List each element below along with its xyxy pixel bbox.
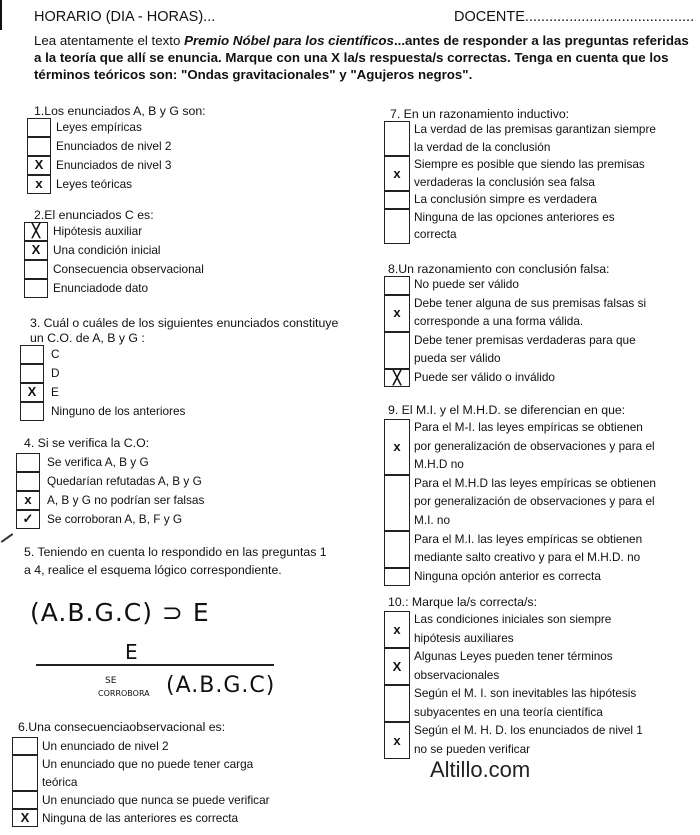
docente-label: DOCENTE.......................................... <box>454 9 695 25</box>
q9-option-2-line-2: por generalización de observaciones y para el <box>414 494 655 509</box>
q8-checkbox-1[interactable] <box>384 276 410 295</box>
q9-option-2-line-1: Para el M.H.D las leyes empíricas se obtienen <box>414 475 656 490</box>
q6-option-4: Ninguna de las anteriores es correcta <box>42 811 239 825</box>
q7-option-3-line-1: La conclusión simpre es verdadera <box>414 192 597 206</box>
q9-option-1-line-2: por generalización de observaciones y para el <box>414 438 655 453</box>
q9-checkbox-2[interactable] <box>384 475 410 531</box>
instructions: Lea atentamente el texto Premio Nóbel para los científicos...antes de responder a las preguntas referidas a la teoría que allí se enuncia. Marque con una X la/s respuesta/s correctas. Tenga en cuenta que los términos teóricos son: "Ondas gravitacionales" y "Agujeros negros". <box>34 33 689 82</box>
q9-option-4-line-1: Ninguna opción anterior es correcta <box>414 568 601 583</box>
q10-option-1-line-1: Las condiciones iniciales son siempre <box>414 612 612 626</box>
q6-stem: 6.Una consecuenciaobservacional es: <box>18 720 226 734</box>
q4-stem: 4. Si se verifica la C.O: <box>24 436 150 450</box>
q2-option-4: Enunciadode dato <box>53 281 149 295</box>
q7-mark-2: x <box>393 165 401 181</box>
q8-mark-2: x <box>393 305 401 320</box>
q8-checkbox-3[interactable] <box>384 332 410 369</box>
q10-option-3-line-2: subyacentes en una teoría científica <box>414 704 603 719</box>
scheme-conclusion: (A.B.G.C) <box>166 673 276 698</box>
q3-option-1: C <box>51 347 60 361</box>
q6-option-2-cont: teórica <box>42 775 78 789</box>
q6-option-2: Un enunciado que no puede tener carga <box>42 757 254 771</box>
q9-option-3-line-1: Para el M.I. las leyes empíricas se obtienen <box>414 531 643 546</box>
q4-mark-4: ✓ <box>22 511 34 526</box>
text-title: Premio Nóbel para los científicos <box>184 33 394 48</box>
q1-mark-3: X <box>34 157 44 172</box>
q3-option-4: Ninguno de los anteriores <box>51 404 186 418</box>
q2-mark-2: X <box>31 242 41 257</box>
q9-option-3-line-2: mediante salto creativo y para el M.H.D. no <box>414 550 641 565</box>
q10-option-4-line-1: Según el M. H. D. los enunciados de nivel 1 <box>414 723 643 737</box>
q10-checkbox-3[interactable] <box>384 685 410 722</box>
q10-option-4-line-2: no se pueden verificar <box>414 741 531 756</box>
q6-mark-4: X <box>20 810 30 825</box>
q9-option-2-line-3: M.I. no <box>414 513 451 527</box>
q1-option-1: Leyes empíricas <box>56 120 142 134</box>
q4-mark-3: x <box>24 492 32 507</box>
q10-option-2-line-2: observacionales <box>414 667 500 682</box>
watermark: Altillo.com <box>430 757 531 782</box>
q3-stem-line1: 3. Cuál o cuáles de los siguientes enunciados constituye <box>30 316 339 330</box>
q6-checkbox-3[interactable] <box>12 791 38 809</box>
q8-option-4-line-1: Puede ser válido o inválido <box>414 369 555 384</box>
q2-stem: 2.El enunciados C es: <box>34 208 154 222</box>
q1-checkbox-2[interactable] <box>27 137 51 156</box>
q2-checkbox-3[interactable] <box>24 260 48 279</box>
margin-tick <box>1 533 14 543</box>
q7-checkbox-3[interactable] <box>384 191 410 209</box>
q2-mark-1: ╳ <box>32 223 40 238</box>
q3-stem-line2: un C.O. de A, B y G : <box>30 331 145 345</box>
q6-checkbox-1[interactable] <box>12 737 38 755</box>
q3-option-2: D <box>51 366 60 380</box>
q7-option-4-line-2: correcta <box>414 227 457 241</box>
scheme-corrobora: CORROBORA <box>98 689 150 698</box>
q7-option-2-line-1: Siempre es posible que siendo las premisas <box>414 157 645 171</box>
q4-option-3: A, B y G no podrían ser falsas <box>47 493 205 507</box>
q1-mark-4: x <box>35 176 43 191</box>
q8-option-2-line-1: Debe tener alguna de sus premisas falsas si <box>414 295 647 310</box>
q1-option-2: Enunciados de nivel 2 <box>56 139 172 153</box>
scheme-premise: (A.B.G.C) ⊃ E <box>30 598 210 627</box>
horario-label: HORARIO (DIA - HORAS)... <box>34 9 216 25</box>
q4-option-1: Se verifica A, B y G <box>47 455 149 469</box>
q10-stem: 10.: Marque la/s correcta/s: <box>388 595 537 609</box>
q9-checkbox-3[interactable] <box>384 531 410 568</box>
q10-mark-2: X <box>392 658 402 674</box>
q7-checkbox-1[interactable] <box>384 121 410 156</box>
q6-option-1: Un enunciado de nivel 2 <box>42 739 169 753</box>
q2-option-1: Hipótesis auxiliar <box>53 224 143 238</box>
q8-stem: 8.Un razonamiento con conclusión falsa: <box>388 262 610 276</box>
q1-stem: 1.Los enunciados A, B y G son: <box>34 104 206 118</box>
q4-checkbox-1[interactable] <box>16 453 40 472</box>
q10-option-1-line-2: hipótesis auxiliares <box>414 630 514 645</box>
q7-option-1-line-2: la verdad de la conclusión <box>414 139 551 154</box>
q2-checkbox-4[interactable] <box>24 279 48 298</box>
scheme-minor: E <box>125 640 138 664</box>
q10-mark-1: x <box>393 621 401 637</box>
q4-checkbox-2[interactable] <box>16 472 40 491</box>
q9-stem: 9. El M.I. y el M.H.D. se diferencian en que: <box>388 403 626 417</box>
q4-option-4: Se corroboran A, B, F y G <box>47 512 183 526</box>
q9-mark-1: x <box>393 438 401 454</box>
q9-checkbox-4[interactable] <box>384 568 410 587</box>
q8-mark-4: ╳ <box>393 369 401 385</box>
q7-option-1-line-1: La verdad de las premisas garantizan siempre <box>414 122 656 136</box>
q8-option-3-line-2: pueda ser válido <box>414 351 501 365</box>
q7-stem: 7. En un razonamiento inductivo: <box>390 107 570 121</box>
q2-option-2: Una condición inicial <box>53 243 161 257</box>
q10-mark-4: x <box>393 732 401 748</box>
q6-option-3: Un enunciado que nunca se puede verificar <box>42 793 270 807</box>
q8-option-3-line-1: Debe tener premisas verdaderas para que <box>414 332 636 347</box>
q8-option-2-line-2: corresponde a una forma válida. <box>414 314 584 328</box>
q3-checkbox-4[interactable] <box>20 402 44 421</box>
q7-checkbox-4[interactable] <box>384 209 410 244</box>
q9-option-1-line-1: Para el M-I. las leyes empíricas se obtienen <box>414 420 643 434</box>
q1-checkbox-1[interactable] <box>27 118 51 137</box>
q8-option-1-line-1: No puede ser válido <box>414 277 519 291</box>
q5-stem-line1: 5. Teniendo en cuenta lo respondido en las preguntas 1 <box>24 545 327 559</box>
q3-checkbox-1[interactable] <box>20 345 44 364</box>
q3-option-3: E <box>51 385 59 399</box>
q7-option-4-line-1: Ninguna de las opciones anteriores es <box>414 209 615 224</box>
scheme-line <box>36 664 274 666</box>
q2-option-3: Consecuencia observacional <box>53 262 204 276</box>
q3-checkbox-2[interactable] <box>20 364 44 383</box>
q9-option-1-line-3: M.H.D no <box>414 457 464 472</box>
q1-option-4: Leyes teóricas <box>56 177 133 191</box>
q7-option-2-line-2: verdaderas la conclusión sea falsa <box>414 174 595 189</box>
q10-option-3-line-1: Según el M. I. son inevitables las hipótesis <box>414 686 637 700</box>
q5-stem-line2: a 4, realice el esquema lógico correspondiente. <box>24 563 282 577</box>
scheme-se: SE <box>105 676 117 686</box>
q3-mark-3: X <box>27 384 37 399</box>
q1-option-3: Enunciados de nivel 3 <box>56 158 172 172</box>
q6-checkbox-2[interactable] <box>12 755 38 791</box>
q4-option-2: Quedarían refutadas A, B y G <box>47 474 202 488</box>
q10-option-2-line-1: Algunas Leyes pueden tener términos <box>414 649 613 663</box>
